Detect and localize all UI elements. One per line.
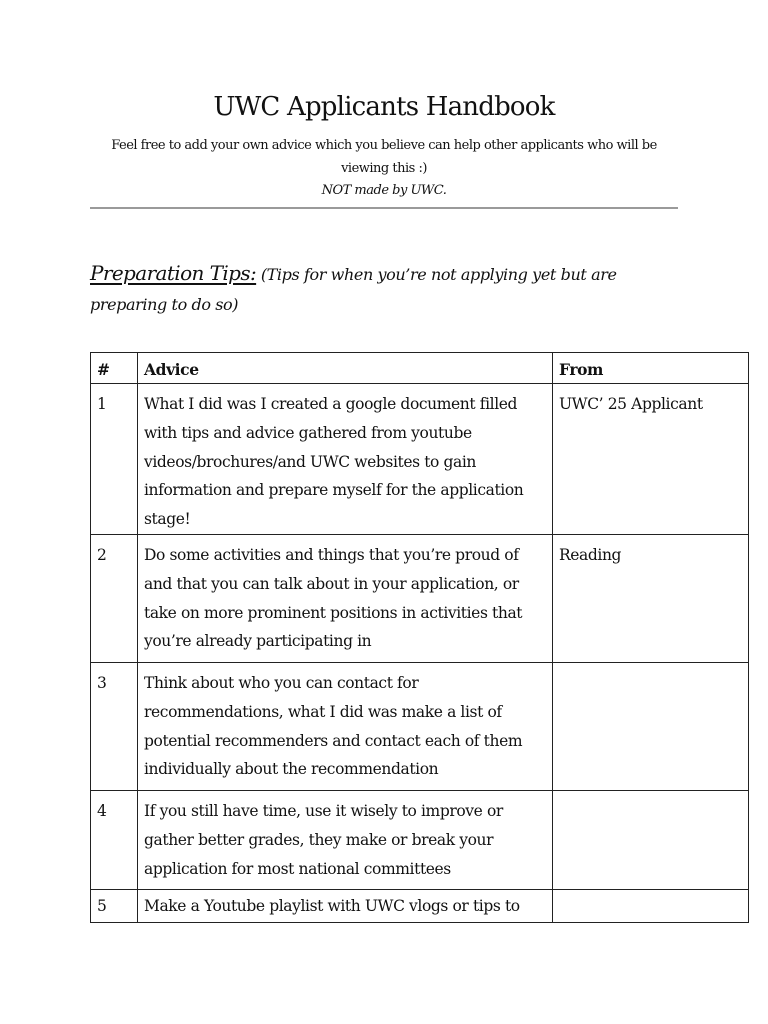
row-advice: What I did was I created a google document filled with tips and advice gathered from youtube videos/brochures/and UWC websites to gain information and prepare myself for the application stage! bbox=[138, 384, 553, 535]
column-header-from: From bbox=[553, 353, 749, 384]
row-from: UWC’ 25 Applicant bbox=[553, 384, 749, 535]
column-header-num: # bbox=[91, 353, 138, 384]
row-advice: Do some activities and things that you’re proud of and that you can talk about in your application, or take on more prominent positions in activities that you’re already participating in bbox=[138, 534, 553, 662]
row-from: Reading bbox=[553, 534, 749, 662]
row-number: 3 bbox=[91, 662, 138, 790]
section-preparation-tips bbox=[90, 258, 690, 320]
column-header-advice: Advice bbox=[138, 353, 553, 384]
table-row bbox=[91, 384, 749, 535]
row-from bbox=[553, 662, 749, 790]
table-row bbox=[91, 790, 749, 889]
document-subtitle: Feel free to add your own advice which you believe can help other applicants who will be viewing this :) bbox=[111, 138, 657, 176]
row-advice: Make a Youtube playlist with UWC vlogs or tips to bbox=[138, 889, 553, 922]
table-row bbox=[91, 662, 749, 790]
document-notice: NOT made by UWC. bbox=[321, 183, 447, 198]
row-number: 4 bbox=[91, 790, 138, 889]
advice-table bbox=[90, 352, 749, 923]
row-advice: If you still have time, use it wisely to improve or gather better grades, they make or break your application for most national committees bbox=[138, 790, 553, 889]
table-row bbox=[91, 534, 749, 662]
row-from bbox=[553, 889, 749, 922]
table-header-row bbox=[91, 353, 749, 384]
table-row bbox=[91, 889, 749, 922]
row-advice: Think about who you can contact for recommendations, what I did was make a list of potential recommenders and contact each of them individually about the recommendation bbox=[138, 662, 553, 790]
horizontal-divider bbox=[90, 207, 678, 209]
row-number: 5 bbox=[91, 889, 138, 922]
section-note: (Tips for when you’re not applying yet but are preparing to do so) bbox=[90, 265, 617, 314]
section-heading: Preparation Tips: bbox=[90, 261, 257, 285]
row-number: 2 bbox=[91, 534, 138, 662]
row-from bbox=[553, 790, 749, 889]
document-title: UWC Applicants Handbook bbox=[213, 92, 555, 122]
row-number: 1 bbox=[91, 384, 138, 535]
